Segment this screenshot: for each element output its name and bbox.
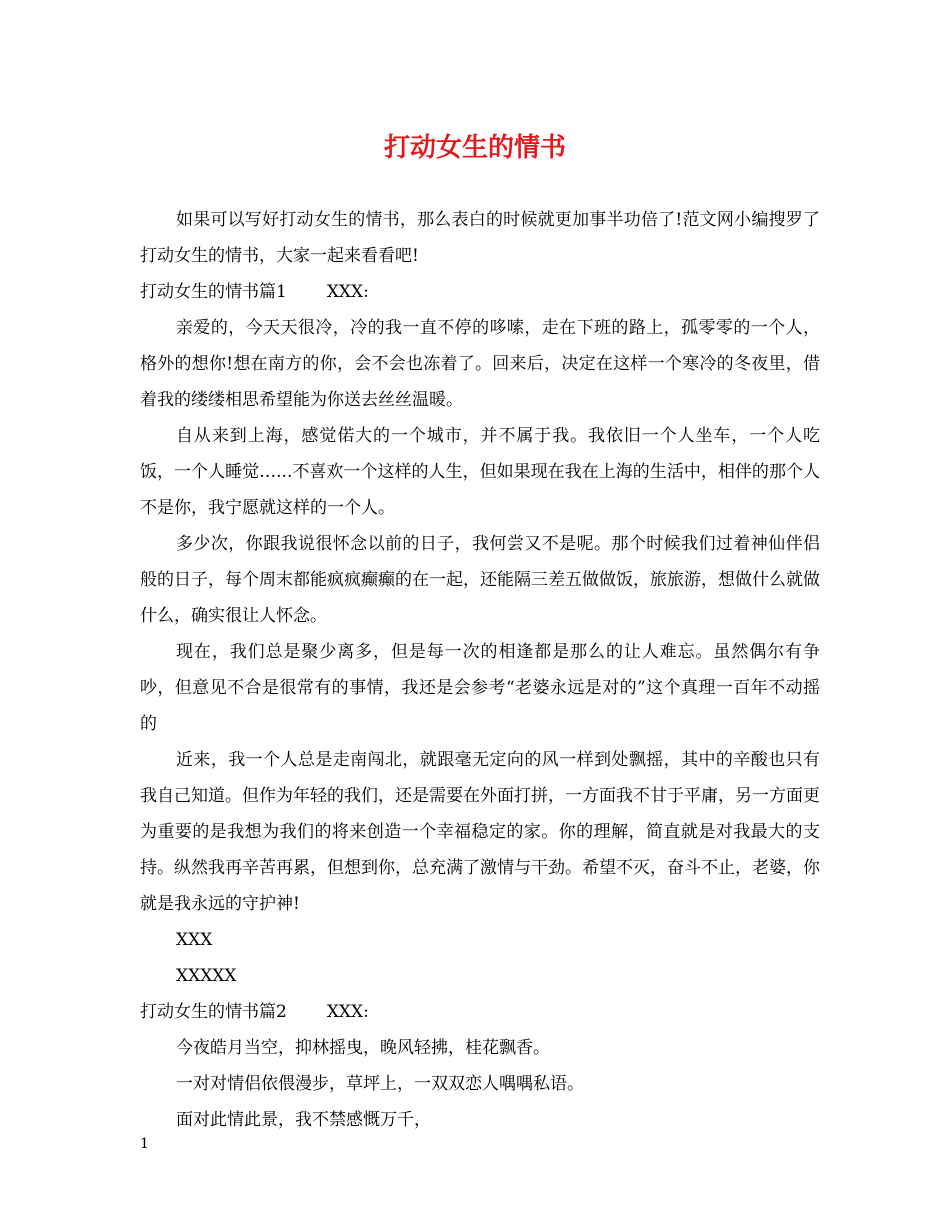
letter-paragraph: 今夜皓月当空，抑林摇曳，晚风轻拂，桂花飘香。 [176, 1038, 550, 1058]
section-heading-1 [140, 274, 820, 310]
section-heading-2 [140, 994, 820, 1030]
letter-paragraph: 近来，我一个人总是走南闯北，就跟毫无定向的风一样到处飘摇，其中的辛酸也只有我自己知道。但作为年轻的我们，还是需要在外面打拼，一方面我不甘于平庸，另一方面更为重要的是我想为我们的将来创造一个幸福稳定的家。你的理解，简直就是对我最大的支持。纵然我再辛苦再累，但想到你，总充满了激情与干劲。希望不灭，奋斗不止，老婆，你就是我永远的守护神! [140, 750, 820, 914]
page-number: 1 [140, 1136, 149, 1152]
letter-paragraph: 一对对情侣依偎漫步，草坪上，一双双恋人喁喁私语。 [176, 1074, 584, 1094]
letter-paragraph: 亲爱的，今天天很冷，冷的我一直不停的哆嗦，走在下班的路上，孤零零的一个人，格外的想你!想在南方的你，会不会也冻着了。回来后，决定在这样一个寒冷的冬夜里，借着我的缕缕相思希望能为你送去丝丝温暖。 [140, 318, 820, 410]
document-title: 打动女生的情书 [383, 133, 566, 163]
letter-paragraph: 现在，我们总是聚少离多，但是每一次的相逢都是那么的让人难忘。虽然偶尔有争吵，但意见不合是很常有的事情，我还是会参考“老婆永远是对的”这个真理一百年不动摇的 [140, 642, 820, 734]
intro-paragraph: 如果可以写好打动女生的情书，那么表白的时候就更加事半功倍了!范文网小编搜罗了打动女生的情书，大家一起来看看吧! [140, 210, 820, 266]
letter-paragraph: 自从来到上海，感觉偌大的一个城市，并不属于我。我依旧一个人坐车，一个人吃饭，一个人睡觉…...不喜欢一个这样的人生，但如果现在我在上海的生活中，相伴的那个人不是你，我宁愿就这样的一个人。 [140, 426, 820, 518]
addressee: XXX: [326, 282, 369, 302]
document-body [140, 202, 820, 1138]
section-title: 打动女生的情书篇2 [140, 1002, 287, 1022]
letter-paragraph: 面对此情此景，我不禁感慨万千， [176, 1110, 431, 1130]
signature-date: XXXXX [176, 966, 237, 986]
signature: XXX [176, 930, 213, 950]
addressee: XXX: [326, 1002, 369, 1022]
section-title: 打动女生的情书篇1 [140, 282, 287, 302]
letter-paragraph: 多少次，你跟我说很怀念以前的日子，我何尝又不是呢。那个时候我们过着神仙伴侣般的日子，每个周末都能疯疯癫癫的在一起，还能隔三差五做做饭，旅旅游，想做什么就做什么，确实很让人怀念。 [140, 534, 820, 626]
